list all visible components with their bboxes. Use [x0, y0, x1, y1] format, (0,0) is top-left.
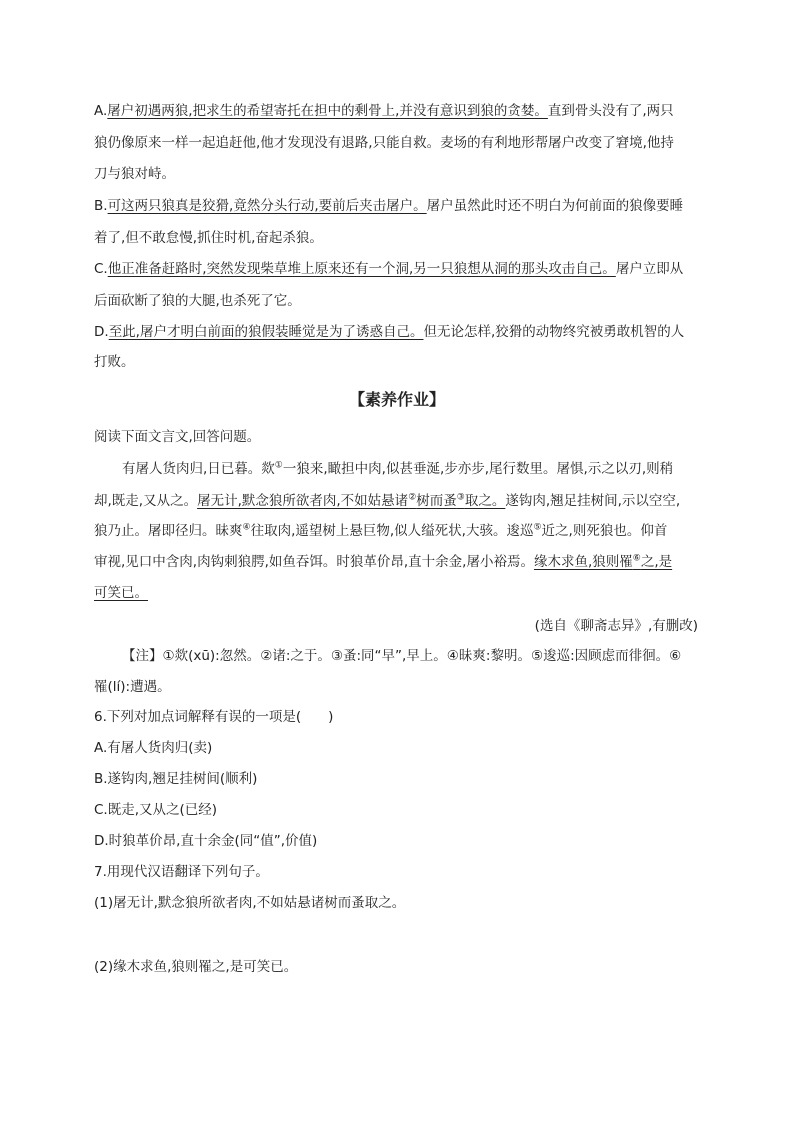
notes-line-1: 【注】①欻(xū):忽然。②诸:之于。③蚤:同“早”,早上。④昧爽:黎明。⑤逡巡:因顾虑而徘徊。⑥ [122, 648, 682, 664]
option-label: B. [94, 198, 108, 214]
option-a-line-3: 刀与狼对峙。 [94, 166, 175, 182]
option-label: C. [94, 261, 108, 277]
option-c-line-2: 后面砍断了狼的大腿,也杀死了它。 [94, 293, 301, 309]
passage-text: 狼乃止。屠即径归。昧爽 [94, 523, 243, 539]
option-text: 屠户虽然此时还不明白为何前面的狼像要睡 [426, 198, 684, 214]
option-b-line-2: 着了,但不敢怠慢,抓住时机,奋起杀狼。 [94, 230, 323, 246]
passage-text: 屠无计,默念狼所欲者肉,不如姑悬诸 [197, 493, 409, 509]
footnote-marker: ④ [242, 522, 251, 533]
footnote-marker: ② [408, 492, 417, 503]
passage-line-3 [94, 521, 700, 541]
footnote-marker: ③ [456, 492, 465, 503]
underlined-text: 可这两只狼真是狡猾,竟然分头行动,要前后夹击屠户。 [107, 198, 427, 214]
passage-line-2 [94, 491, 700, 511]
question-7-stem: 7.用现代汉语翻译下列句子。 [94, 864, 269, 880]
passage-line-5 [94, 583, 700, 603]
option-label: D. [94, 324, 109, 340]
option-text: 但无论怎样,狡猾的动物终究被勇敢机智的人 [423, 324, 685, 340]
option-c-line-1 [94, 259, 700, 279]
option-text: 屠户立即从 [615, 261, 684, 277]
option-a-line-2: 狼仍像原来一样一起追赶他,他才发现没有退路,只能自救。麦场的有利地形帮屠户改变了窘境,他持 [94, 135, 674, 151]
underlined-text: 他正准备赶路时,突然发现柴草堆上原来还有一个洞,另一只狼想从洞的那头攻击自己。 [107, 261, 616, 277]
option-b-line-1 [94, 196, 700, 216]
option-d-line-1 [94, 322, 700, 342]
question-6-option-a: A.有屠人货肉归(卖) [94, 740, 213, 756]
option-label: A. [94, 103, 108, 119]
footnote-marker: ⑥ [632, 553, 641, 564]
passage-text: 一狼来,瞰担中肉,似甚垂涎,步亦步,尾行数里。屠惧,示之以刃,则稍 [282, 461, 674, 477]
question-6-option-c: C.既走,又从之(已经) [94, 802, 218, 818]
question-6-option-d: D.时狼革价昂,直十余金(同“值”,价值) [94, 833, 318, 849]
option-d-line-2: 打败。 [94, 354, 135, 370]
passage-line-4 [94, 552, 700, 572]
option-text: 直到骨头没有了,两只 [547, 103, 674, 119]
instruction: 阅读下面文言文,回答问题。 [94, 429, 261, 445]
question-7-sentence-1: (1)屠无计,默念狼所欲者肉,不如姑悬诸树而蚤取之。 [94, 895, 406, 911]
underlined-text: 屠户初遇两狼,把求生的希望寄托在担中的剩骨上,并没有意识到狼的贪婪。 [107, 103, 548, 119]
footnote-marker: ① [274, 460, 283, 471]
underlined-text: 至此,屠户才明白前面的狼假装睡觉是为了诱惑自己。 [108, 324, 424, 340]
underlined-text [197, 493, 505, 509]
passage-text: 之,是 [640, 554, 673, 570]
passage-text: 近之,则死狼也。仰首 [541, 523, 668, 539]
section-title: 【素养作业】 [348, 390, 445, 409]
notes-line-2: 罹(lí):遭遇。 [94, 679, 171, 695]
question-6-stem: 6.下列对加点词解释有误的一项是( ) [94, 709, 334, 725]
question-7-sentence-2: (2)缘木求鱼,狼则罹之,是可笑已。 [94, 959, 298, 975]
footnote-marker: ⑤ [533, 522, 542, 533]
passage-text: 缘木求鱼,狼则罹 [533, 554, 633, 570]
question-6-option-b: B.遂钩肉,翘足挂树间(顺利) [94, 771, 258, 787]
option-a-line-1 [94, 101, 700, 121]
source-citation: (选自《聊斋志异》,有删改) [534, 618, 698, 634]
passage-text: 却,既走,又从之。 [94, 493, 198, 509]
passage-text: 树而蚤 [416, 493, 457, 509]
passage-text: 有屠人货肉归,日已暮。欻 [122, 461, 275, 477]
passage-text: 往取肉,遥望树上悬巨物,似人缢死状,大骇。逡巡 [250, 523, 534, 539]
underlined-text: 可笑已。 [94, 585, 148, 601]
passage-text: 取之。 [464, 493, 506, 509]
passage-text: 遂钩肉,翘足挂树间,示以空空, [505, 493, 681, 509]
passage-line-1 [122, 459, 700, 479]
passage-text: 审视,见口中含肉,肉钩刺狼腭,如鱼吞饵。时狼革价昂,直十余金,屠小裕焉。 [94, 554, 534, 570]
underlined-text [534, 554, 672, 570]
